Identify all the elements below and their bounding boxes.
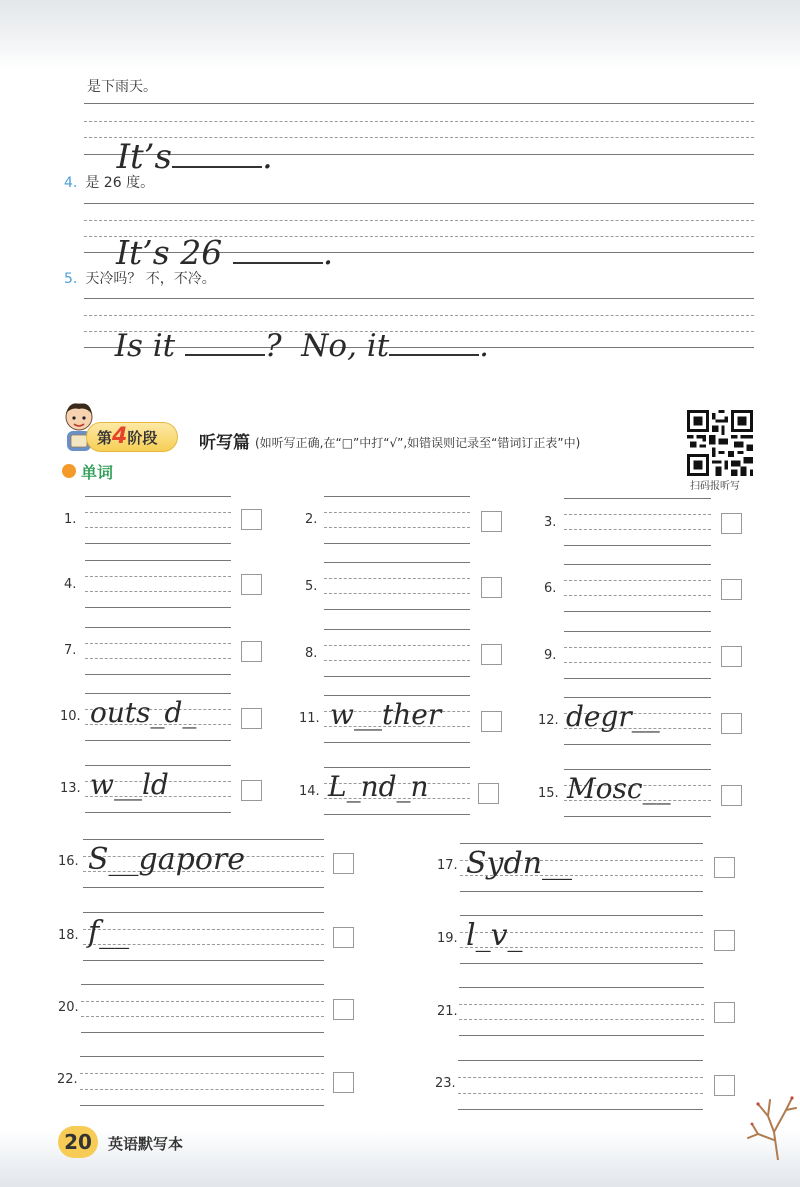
word-15-checkbox[interactable] <box>721 785 742 806</box>
q5-part2: ? No, it <box>264 328 390 364</box>
word-13-number: 13. <box>60 781 81 796</box>
word-2-checkbox[interactable] <box>481 511 502 532</box>
word-12-checkbox[interactable] <box>721 713 742 734</box>
dictation-instructions: (如听写正确,在“□”中打“√”,如错误则记录至“错词订正表”中) <box>255 436 581 450</box>
word-10-hint: outs_d_ <box>90 696 197 729</box>
word-5-band[interactable] <box>324 562 470 610</box>
word-18-number: 18. <box>58 928 79 943</box>
word-11-number: 11. <box>299 711 320 726</box>
word-2-band[interactable] <box>324 496 470 544</box>
qr-caption: 扫码报听写 <box>690 481 740 492</box>
word-20-number: 20. <box>58 1000 79 1015</box>
word-3-number: 3. <box>544 515 557 530</box>
word-8-number: 8. <box>305 646 318 661</box>
word-13-hint: w__ld <box>90 768 169 801</box>
q5-part1: Is it <box>114 328 176 364</box>
word-3-band[interactable] <box>564 498 711 546</box>
word-16-number: 16. <box>58 854 79 869</box>
q4-suffix: . <box>322 233 334 272</box>
word-20-checkbox[interactable] <box>333 999 354 1020</box>
word-12-number: 12. <box>538 713 559 728</box>
word-6-number: 6. <box>544 581 557 596</box>
word-22-checkbox[interactable] <box>333 1072 354 1093</box>
word-4-checkbox[interactable] <box>241 574 262 595</box>
words-section-label: 单词 <box>81 463 114 482</box>
q4-blank[interactable] <box>233 262 323 264</box>
word-12-hint: degr__ <box>566 700 660 733</box>
q4-number: 4. <box>64 175 78 191</box>
q5-blank-1[interactable] <box>185 354 265 356</box>
word-4-band[interactable] <box>85 560 231 608</box>
word-17-checkbox[interactable] <box>714 857 735 878</box>
q5-prompt: 天冷吗？ 不，不冷。 <box>85 271 216 287</box>
stage-badge <box>86 422 178 452</box>
word-6-band[interactable] <box>564 564 711 612</box>
word-19-number: 19. <box>437 931 458 946</box>
word-8-checkbox[interactable] <box>481 644 502 665</box>
word-23-band[interactable] <box>458 1060 703 1110</box>
word-5-number: 5. <box>305 579 318 594</box>
word-18-hint: f__ <box>88 915 130 950</box>
word-3-checkbox[interactable] <box>721 513 742 534</box>
word-1-number: 1. <box>64 512 77 527</box>
word-19-checkbox[interactable] <box>714 930 735 951</box>
q5-suffix: . <box>479 328 490 364</box>
q4-prompt-row <box>64 172 154 192</box>
word-15-hint: Mosc__ <box>567 772 671 805</box>
qr-code-icon[interactable] <box>687 410 753 476</box>
word-21-checkbox[interactable] <box>714 1002 735 1023</box>
word-1-checkbox[interactable] <box>241 509 262 530</box>
word-23-number: 23. <box>435 1076 456 1091</box>
word-21-number: 21. <box>437 1004 458 1019</box>
word-19-hint: l_v_ <box>466 918 523 953</box>
word-9-band[interactable] <box>564 631 711 679</box>
word-18-checkbox[interactable] <box>333 927 354 948</box>
stage-badge-prefix: 第 <box>97 429 113 447</box>
word-10-checkbox[interactable] <box>241 708 262 729</box>
q3-prefix: It’s <box>116 137 172 177</box>
word-13-checkbox[interactable] <box>241 780 262 801</box>
word-10-number: 10. <box>60 709 81 724</box>
word-20-band[interactable] <box>81 984 324 1033</box>
stage-badge-suffix: 阶段 <box>127 429 158 447</box>
word-16-hint: S__gapore <box>88 842 246 877</box>
q3-blank[interactable] <box>172 166 262 168</box>
dictation-title: 听写篇 <box>199 433 250 453</box>
q4-prompt: 是 26 度。 <box>85 175 155 191</box>
word-22-band[interactable] <box>80 1056 324 1106</box>
word-22-number: 22. <box>57 1072 78 1087</box>
word-14-checkbox[interactable] <box>478 783 499 804</box>
word-21-band[interactable] <box>459 987 704 1036</box>
stage-badge-number: 4 <box>112 424 128 449</box>
word-8-band[interactable] <box>324 629 470 677</box>
word-7-checkbox[interactable] <box>241 641 262 662</box>
word-11-checkbox[interactable] <box>481 711 502 732</box>
word-17-hint: Sydn__ <box>466 846 573 881</box>
word-17-number: 17. <box>437 858 458 873</box>
q5-answer-line <box>95 300 489 362</box>
q5-number: 5. <box>64 271 78 287</box>
q5-blank-2[interactable] <box>389 354 479 356</box>
q5-prompt-row <box>64 268 216 288</box>
orange-bullet-icon <box>62 464 76 478</box>
word-14-number: 14. <box>299 784 320 799</box>
top-background-wash <box>0 0 800 70</box>
word-9-number: 9. <box>544 648 557 663</box>
word-6-checkbox[interactable] <box>721 579 742 600</box>
word-7-band[interactable] <box>85 627 231 675</box>
word-7-number: 7. <box>64 643 77 658</box>
q3-suffix: . <box>261 137 273 177</box>
word-14-hint: L_nd_n <box>328 770 429 803</box>
q3-prompt: 是下雨天。 <box>87 79 157 95</box>
page-number: 20 <box>58 1126 98 1158</box>
word-23-checkbox[interactable] <box>714 1075 735 1096</box>
q4-answer-line <box>95 203 334 272</box>
branch-decoration-icon <box>738 1080 798 1160</box>
q3-answer-line <box>95 106 273 177</box>
word-5-checkbox[interactable] <box>481 577 502 598</box>
word-4-number: 4. <box>64 577 77 592</box>
book-title: 英语默写本 <box>108 1135 184 1153</box>
word-2-number: 2. <box>305 512 318 527</box>
q4-prefix: It’s 26 <box>115 233 223 272</box>
word-1-band[interactable] <box>85 496 231 544</box>
word-9-checkbox[interactable] <box>721 646 742 667</box>
word-15-number: 15. <box>538 786 559 801</box>
word-11-hint: w__ther <box>330 698 442 731</box>
word-16-checkbox[interactable] <box>333 853 354 874</box>
